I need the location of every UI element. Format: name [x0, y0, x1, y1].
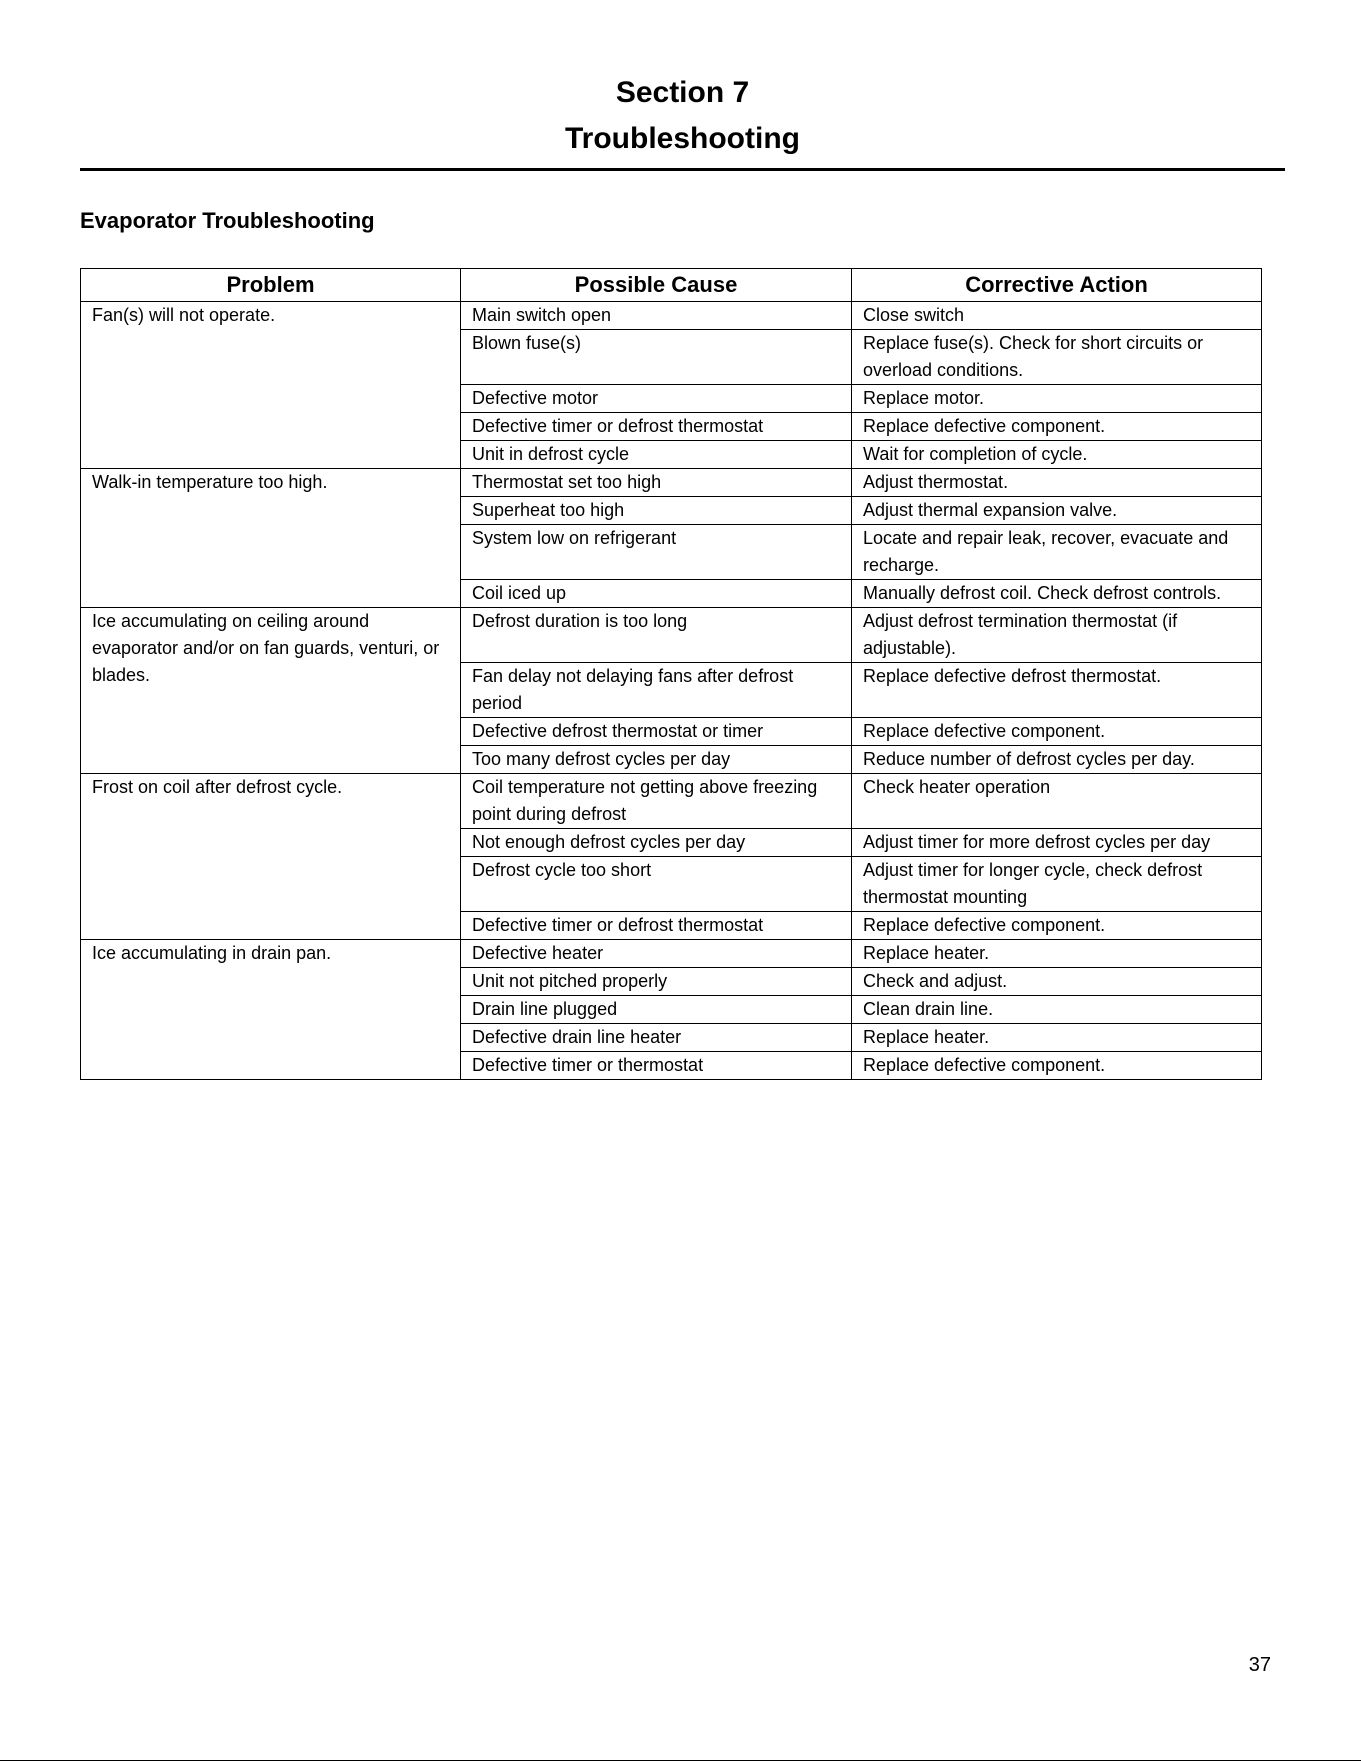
- cause-cell: Defective motor: [461, 385, 852, 413]
- column-header-problem: Problem: [81, 269, 461, 302]
- cause-cell: Coil temperature not getting above freezing point during defrost: [461, 774, 852, 829]
- table-body: [81, 302, 1262, 1080]
- cause-cell: Defective timer or defrost thermostat: [461, 912, 852, 940]
- cause-cell: Defective drain line heater: [461, 1024, 852, 1052]
- cause-cell: Drain line plugged: [461, 996, 852, 1024]
- action-cell: Replace defective component.: [852, 912, 1262, 940]
- column-header-action: Corrective Action: [852, 269, 1262, 302]
- cause-cell: Defrost cycle too short: [461, 857, 852, 912]
- table-heading: Evaporator Troubleshooting: [80, 208, 375, 233]
- cause-cell: Superheat too high: [461, 497, 852, 525]
- action-cell: Replace defective component.: [852, 1052, 1262, 1080]
- action-cell: Reduce number of defrost cycles per day.: [852, 746, 1262, 774]
- action-cell: Replace defective component.: [852, 413, 1262, 441]
- column-header-cause: Possible Cause: [461, 269, 852, 302]
- cause-cell: Blown fuse(s): [461, 330, 852, 385]
- action-cell: Replace heater.: [852, 940, 1262, 968]
- cause-cell: Unit in defrost cycle: [461, 441, 852, 469]
- section-number: Section 7: [615, 76, 750, 109]
- table-header-row: [81, 269, 1262, 302]
- page-number: 37: [1248, 1654, 1271, 1676]
- action-cell: Locate and repair leak, recover, evacuate and recharge.: [852, 525, 1262, 580]
- cause-cell: Defective timer or defrost thermostat: [461, 413, 852, 441]
- action-cell: Adjust defrost termination thermostat (if adjustable).: [852, 608, 1262, 663]
- cause-cell: Coil iced up: [461, 580, 852, 608]
- troubleshooting-table: [80, 268, 1262, 1080]
- action-cell: Check heater operation: [852, 774, 1262, 829]
- action-cell: Adjust timer for more defrost cycles per day: [852, 829, 1262, 857]
- action-cell: Replace defective defrost thermostat.: [852, 663, 1262, 718]
- table-row: [81, 940, 1262, 968]
- action-cell: Check and adjust.: [852, 968, 1262, 996]
- table-row: [81, 469, 1262, 497]
- cause-cell: Main switch open: [461, 302, 852, 330]
- table-row: [81, 774, 1262, 829]
- problem-cell: Frost on coil after defrost cycle.: [81, 774, 461, 940]
- action-cell: Replace heater.: [852, 1024, 1262, 1052]
- cause-cell: Defrost duration is too long: [461, 608, 852, 663]
- problem-cell: Fan(s) will not operate.: [81, 302, 461, 469]
- action-cell: Replace motor.: [852, 385, 1262, 413]
- action-cell: Wait for completion of cycle.: [852, 441, 1262, 469]
- action-cell: Adjust thermostat.: [852, 469, 1262, 497]
- cause-cell: Defective timer or thermostat: [461, 1052, 852, 1080]
- action-cell: Clean drain line.: [852, 996, 1262, 1024]
- action-cell: Adjust thermal expansion valve.: [852, 497, 1262, 525]
- cause-cell: Too many defrost cycles per day: [461, 746, 852, 774]
- table-row: [81, 608, 1262, 663]
- cause-cell: Thermostat set too high: [461, 469, 852, 497]
- cause-cell: Fan delay not delaying fans after defrost period: [461, 663, 852, 718]
- problem-cell: Ice accumulating in drain pan.: [81, 940, 461, 1080]
- problem-cell: Walk-in temperature too high.: [81, 469, 461, 608]
- cause-cell: Defective heater: [461, 940, 852, 968]
- cause-cell: Defective defrost thermostat or timer: [461, 718, 852, 746]
- header-divider: [80, 168, 1285, 171]
- action-cell: Replace fuse(s). Check for short circuits or overload conditions.: [852, 330, 1262, 385]
- problem-cell: Ice accumulating on ceiling around evaporator and/or on fan guards, venturi, or blades.: [81, 608, 461, 774]
- table-row: [81, 302, 1262, 330]
- action-cell: Adjust timer for longer cycle, check defrost thermostat mounting: [852, 857, 1262, 912]
- page-header: [80, 70, 1285, 162]
- cause-cell: Not enough defrost cycles per day: [461, 829, 852, 857]
- action-cell: Manually defrost coil. Check defrost controls.: [852, 580, 1262, 608]
- action-cell: Close switch: [852, 302, 1262, 330]
- cause-cell: Unit not pitched properly: [461, 968, 852, 996]
- cause-cell: System low on refrigerant: [461, 525, 852, 580]
- page-title: Troubleshooting: [565, 122, 800, 155]
- action-cell: Replace defective component.: [852, 718, 1262, 746]
